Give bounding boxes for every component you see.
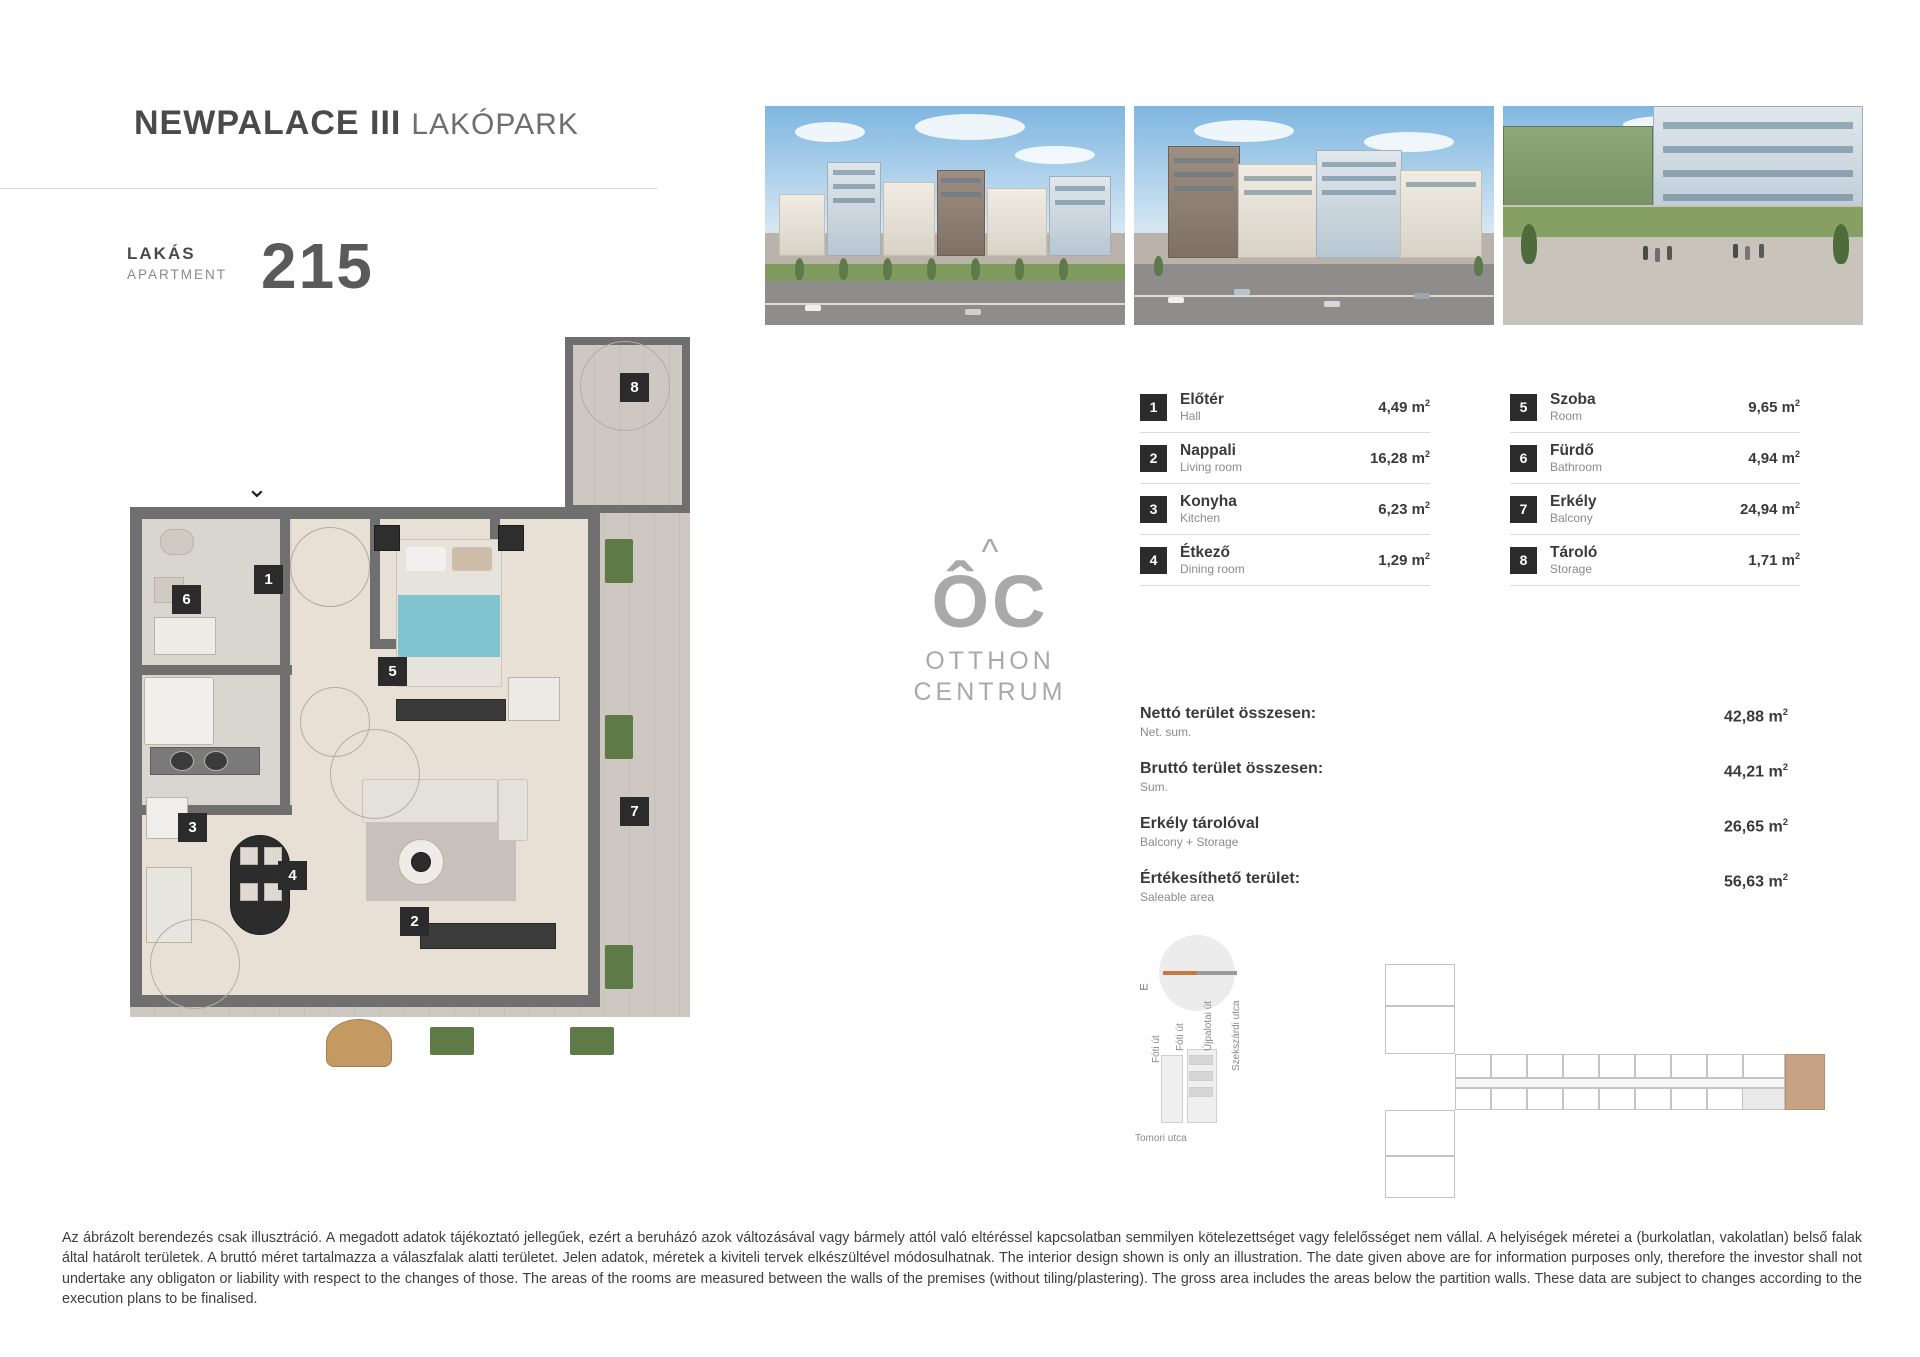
room-name-hu: Előtér: [1180, 390, 1224, 408]
logo-roof-icon: ^: [981, 531, 999, 572]
room-area-unit: 2: [1424, 500, 1430, 510]
exterior-render-1: [765, 106, 1125, 325]
room-row: [1140, 382, 1430, 433]
summary-label-hu: Erkély tárolóval: [1140, 815, 1260, 832]
summary-label-en: Balcony + Storage: [1140, 835, 1239, 849]
room-name-en: Bathroom: [1550, 460, 1603, 475]
brand-main: NEWPALACE III: [134, 104, 402, 142]
room-name-en: Room: [1550, 409, 1583, 424]
summary-row: [1140, 815, 1788, 849]
summary-label-en: Net. sum.: [1140, 725, 1192, 739]
summary-label-en: Sum.: [1140, 780, 1169, 794]
compass-icon: [1135, 935, 1265, 1015]
location-mini-map: [1135, 1000, 1275, 1155]
street-label-tomori: Tomori utca: [1135, 1133, 1187, 1144]
room-area-value: 6,23 m: [1378, 501, 1425, 518]
apartment-label-hu: LAKÁS: [127, 244, 196, 263]
room-row: [1510, 484, 1800, 535]
summary-value: [1724, 870, 1788, 891]
room-name-hu: Tároló: [1550, 543, 1598, 561]
room-row: [1140, 484, 1430, 535]
room-area-unit: 2: [1424, 449, 1430, 459]
room-name-hu: Szoba: [1550, 390, 1596, 408]
room-name-en: Dining room: [1180, 562, 1245, 577]
plan-marker-1[interactable]: 1: [254, 565, 283, 594]
area-summary: [1140, 705, 1788, 925]
summary-value-number: 42,88 m: [1723, 708, 1783, 726]
room-number: 2: [1140, 445, 1167, 472]
plan-marker-2[interactable]: 2: [400, 907, 429, 936]
direction-chevron-icon: ⌄: [246, 473, 268, 503]
summary-value-unit: 2: [1782, 872, 1788, 883]
summary-value-unit: 2: [1782, 762, 1788, 773]
summary-value-number: 44,21 m: [1723, 763, 1783, 781]
otthon-centrum-logo: [890, 531, 1090, 707]
summary-value-number: 26,65 m: [1723, 818, 1783, 836]
room-area-unit: 2: [1794, 551, 1800, 561]
summary-row: [1140, 760, 1788, 794]
room-area-unit: 2: [1794, 500, 1800, 510]
plan-marker-7[interactable]: 7: [620, 797, 649, 826]
plan-marker-6[interactable]: 6: [172, 585, 201, 614]
room-legend-col-left: [1140, 382, 1430, 586]
room-number: 3: [1140, 496, 1167, 523]
room-area-value: 9,65 m: [1748, 399, 1795, 416]
summary-label-hu: Bruttó terület összesen:: [1140, 760, 1324, 777]
summary-value-unit: 2: [1782, 817, 1788, 828]
brand-title: [134, 104, 579, 143]
apartment-number: 215: [261, 230, 374, 302]
logo-line-1: OTTHON: [925, 647, 1055, 676]
room-area: [1378, 398, 1430, 416]
room-row: [1510, 382, 1800, 433]
room-name-hu: Étkező: [1180, 543, 1230, 561]
disclaimer-text: Az ábrázolt berendezés csak illusztráció. A megadott adatok tájékoztató jellegűek, ezért a beruházó azok változásával vagy bármely attól való eltéréssel kapcsolatban semmilyen kötelezettséget vagy felelősséget nem vállal. A helyiségek méretei a (burkolatlan, vakolatlan) belső falak által határolt területek. A bruttó méret tartalmazza a válaszfalak alatti területet. Jelen adatok, méretek a kiviteli tervek elkészültével módosulhatnak. The interior design shown is only an illustration. The date given above are for information purposes only, therefore the investor shall not undertake any obligaton or liability with respect to the changes of those. The areas of the rooms are measured between the walls of the premises (without tiling/plastering). The gross area includes the areas below the partition walls. These data are subject to changes according to the execution plans to be finalised.: [62, 1230, 1862, 1307]
room-area-value: 16,28 m: [1369, 450, 1425, 467]
room-name-hu: Nappali: [1180, 441, 1236, 459]
site-plan-diagram: [1385, 960, 1825, 1200]
room-row: [1510, 433, 1800, 484]
street-label-foti-2: Fóti út: [1151, 1035, 1162, 1063]
summary-value-number: 56,63 m: [1723, 873, 1783, 891]
room-area-value: 4,49 m: [1378, 399, 1425, 416]
apartment-block: [127, 230, 374, 302]
room-name-en: Storage: [1550, 562, 1593, 577]
summary-value: [1724, 760, 1788, 781]
room-area: [1740, 500, 1800, 518]
render-gallery: [765, 106, 1863, 325]
exterior-render-2: [1134, 106, 1494, 325]
room-legend: [1140, 382, 1800, 586]
room-number: 8: [1510, 547, 1537, 574]
room-area-value: 4,94 m: [1748, 450, 1795, 467]
room-area-value: 1,29 m: [1378, 552, 1425, 569]
compass-east-label: E: [1138, 983, 1151, 991]
room-area: [1370, 449, 1430, 467]
plan-marker-4[interactable]: 4: [278, 861, 307, 890]
room-area: [1748, 398, 1800, 416]
room-area-value: 1,71 m: [1748, 552, 1795, 569]
room-area: [1748, 551, 1800, 569]
room-number: 5: [1510, 394, 1537, 421]
summary-value: [1724, 815, 1788, 836]
room-name-hu: Erkély: [1550, 492, 1597, 510]
street-label-ujpalotai: Újpalotai út: [1203, 1000, 1214, 1051]
exterior-render-3: [1503, 106, 1863, 325]
room-name-en: Living room: [1180, 460, 1243, 475]
summary-label-en: Saleable area: [1140, 890, 1215, 904]
room-row: [1510, 535, 1800, 586]
room-name-hu: Konyha: [1180, 492, 1237, 510]
room-name-en: Balcony: [1550, 511, 1593, 526]
summary-label-hu: Értékesíthető terület:: [1140, 870, 1301, 887]
summary-label-hu: Nettó terület összesen:: [1140, 705, 1317, 722]
room-area-value: 24,94 m: [1739, 501, 1795, 518]
room-row: [1140, 535, 1430, 586]
room-area-unit: 2: [1794, 449, 1800, 459]
floorplan[interactable]: [130, 327, 690, 1197]
header-divider: [0, 188, 658, 189]
room-area-unit: 2: [1424, 398, 1430, 408]
apartment-label-en: APARTMENT: [127, 267, 228, 282]
room-area-unit: 2: [1424, 551, 1430, 561]
summary-value: [1724, 705, 1788, 726]
unit-highlight: [1785, 1054, 1825, 1110]
plan-marker-3[interactable]: 3: [178, 813, 207, 842]
room-area-unit: 2: [1794, 398, 1800, 408]
summary-value-unit: 2: [1782, 707, 1788, 718]
room-legend-col-right: [1510, 382, 1800, 586]
room-area: [1378, 551, 1430, 569]
room-name-en: Kitchen: [1180, 511, 1221, 526]
room-number: 7: [1510, 496, 1537, 523]
logo-line-2: CENTRUM: [913, 678, 1067, 707]
room-name-en: Hall: [1180, 409, 1201, 424]
room-area: [1748, 449, 1800, 467]
room-number: 1: [1140, 394, 1167, 421]
room-number: 6: [1510, 445, 1537, 472]
logo-mark: ÔC: [931, 560, 1049, 644]
plan-marker-5[interactable]: 5: [378, 657, 407, 686]
room-name-hu: Fürdő: [1550, 441, 1594, 459]
summary-row: [1140, 705, 1788, 739]
street-label-foti-1: Fóti út: [1175, 1023, 1186, 1051]
street-label-szekszardi: Szekszárdi utca: [1231, 1000, 1242, 1071]
plan-marker-8[interactable]: 8: [620, 373, 649, 402]
room-area: [1378, 500, 1430, 518]
room-number: 4: [1140, 547, 1167, 574]
brand-sub: LAKÓPARK: [411, 108, 579, 141]
room-row: [1140, 433, 1430, 484]
summary-row: [1140, 870, 1788, 904]
floorplan-drawing: [130, 327, 690, 1197]
